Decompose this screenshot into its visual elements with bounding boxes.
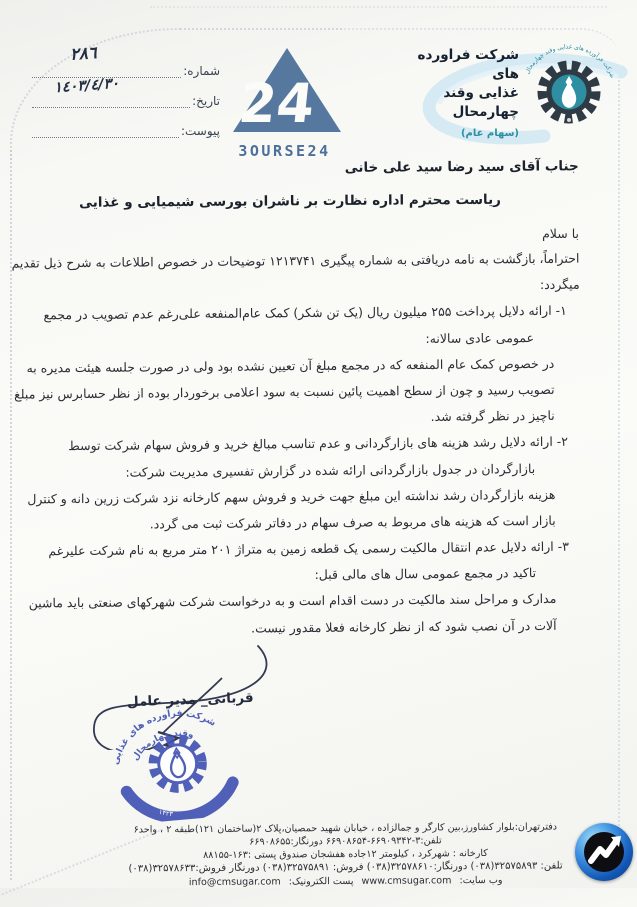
stamp-arc-mid-text: وقند چهارمحال — [130, 728, 195, 763]
body-answer1-line3: ناچیز در نظر گرفته شد. — [430, 407, 555, 425]
letter-date-row — [32, 75, 220, 108]
trend-arrow-badge-icon — [575, 823, 633, 881]
recipient-block — [79, 158, 579, 210]
letter-body — [11, 246, 582, 644]
footer-tehran-office-address: دفترتهران:بلوار کشاورز،بین کارگر و جمالزاده ، خیابان شهید حمصیان،پلاک ۲(ساختمان ۱۲۱)طبقه ۲ ، واحد۶ — [133, 821, 558, 836]
website-label: وب سایت: — [459, 874, 503, 887]
body-item3-line2: تاکید در مجمع عمومی سال های مالی قبل: — [314, 565, 537, 583]
number-label: شماره: — [183, 64, 220, 78]
company-gear-drop-emblem-icon — [521, 32, 617, 136]
footer-factory-address: کارخانه : شهرکرد ، کیلومتر ۱۲جاده هفشجان صندوق پستی :۱۶۳-۸۸۱۵۵ — [203, 848, 488, 861]
email-address: info@cmsugar.com — [188, 876, 281, 889]
stamp-banner-text: ۱۴۲۳ — [157, 807, 174, 819]
attachment-label: پیوست: — [180, 124, 220, 138]
letter-attachment-row — [32, 108, 220, 138]
body-answer3-line1: مدارک و مراحل سند مالکیت در دست اقدام است و به درخواست شرکت شهرکهای صنعتی باید ماشین — [28, 591, 557, 611]
attachment-dotted-line — [32, 123, 179, 138]
body-item2-line2: بازارگردان در جدول بازارگردانی ارائه شده در گزارش تفسیری مدیریت شرکت: — [125, 460, 536, 480]
signer-name-title: قربانی_ مدیر عامل — [127, 689, 255, 711]
footer-factory-phone-fax: تلفن: ۳۲۵۷۵۸۹۳(۰۳۸) دورنگار:۳۲۵۷۸۶۱۰(۰۳۸) فروش: ۳۲۵۷۵۸۹۱(۰۳۸) دورنگار فروش:۳۲۵۷۸۶۳۳(۰۳۸) — [128, 860, 563, 875]
footer-contact-block — [118, 820, 573, 889]
footer-tehran-phone-fax: تلفن:۳-۶۶۹۰۹۳۴۲-۶۶۹۰۸۶۵۴ دورنگار:۶۶۹۰۸۶۵۵ — [249, 835, 442, 848]
body-answer2-line1: هزینه بازارگردان رشد نداشته این مبلغ جهت خرید و فروش سهم کارخانه نزد شرکت زرین دانه و کنترل — [27, 486, 556, 507]
company-name-line2: غذایی وقند — [443, 85, 519, 101]
body-intro-line2: میگردد: — [539, 276, 580, 293]
date-value-handwritten: ١٤٠٣/٤/٣٠ — [53, 75, 120, 97]
body-item1-line1: ۱- ارائه دلایل پرداخت ۲۵۵ میلیون ریال (یک تن شکر) کمک عام‌المنفعه علی‌رغم عدم تصویب در مجمع — [43, 303, 567, 323]
body-intro-line1: احتراماً، بازگشت به نامه دریافتی به شماره پیگیری ۱۲۱۳۷۴۱ توضیحات در خصوص اطلاعات به شرح ذیل تقدیم — [11, 250, 580, 271]
company-name-block — [407, 46, 519, 143]
body-answer1-line2: تصویب رسید و چون از سطح اهمیت پائین نسبت به سود اعلامی برخوردار بوده از نظر حسابرس نیز مبلغ — [14, 381, 555, 402]
body-answer3-line2: آلات در آن نصب شود که از نظر کارخانه فعلا مقدور نیست. — [251, 617, 557, 636]
recipient-name: جناب آقای سید رضا سید علی خانی — [344, 158, 579, 176]
company-name-line3: چهارمحال — [452, 104, 519, 120]
svg-text:24: 24 — [235, 72, 318, 135]
bourse24-watermark — [222, 44, 347, 160]
company-type-label: (سهام عام) — [460, 128, 519, 139]
salutation: با سلام — [542, 226, 579, 241]
company-name-line1: شرکت فراورده های — [417, 47, 519, 82]
stamp-arc-top-text: شرکت فرآورده های غذایی — [109, 708, 218, 766]
trend-arrow-glyph — [584, 832, 624, 872]
recipient-title: ریاست محترم اداره نظارت بر ناشران بورسی شیمیایی و غذایی — [79, 191, 502, 211]
company-stamp — [87, 685, 268, 827]
body-item2-line1: ۲- ارائه دلایل رشد هزینه های بازارگردانی و عدم تناسب مبالغ خرید و فروش سهام شرکت توسط — [68, 434, 569, 454]
body-answer2-line2: بازار است که هزینه های مربوط به صرف سهام در دفاتر شرکت ثبت می گردد. — [149, 512, 556, 532]
body-item3-line1: ۳- ارائه دلایل عدم انتقال مالکیت رسمی یک قطعه زمین به متراژ ۲۰۱ متر مربع به نام شرکت علیرغم — [48, 538, 569, 559]
letter-meta-block — [32, 43, 220, 138]
bourse24-wordmark: 3OURSE24 — [238, 142, 331, 160]
website-url: www.cmsugar.com — [361, 875, 452, 887]
body-answer1-line1: در خصوص کمک عام المنفعه که در مجمع مبلغ آن تعیین نشده بود ولی در صورت جلسه هیئت مدیره به — [26, 355, 555, 376]
dotted-frame-right — [616, 80, 620, 858]
email-label: پست الکترونیک: — [288, 875, 354, 888]
body-item1-line2: عمومی عادی سالانه: — [425, 329, 535, 346]
letter-number-row — [32, 43, 220, 78]
scan-speckle-line — [150, 6, 607, 10]
bourse24-triangle-icon — [225, 44, 345, 136]
date-label: تاریخ: — [192, 94, 220, 108]
number-value-handwritten: ٢٨٦ — [69, 43, 98, 64]
footer-web-email-line — [118, 873, 573, 889]
emblem-arc-text: شرکت فرآورده های غذایی وقند چهارمحال — [523, 43, 616, 80]
